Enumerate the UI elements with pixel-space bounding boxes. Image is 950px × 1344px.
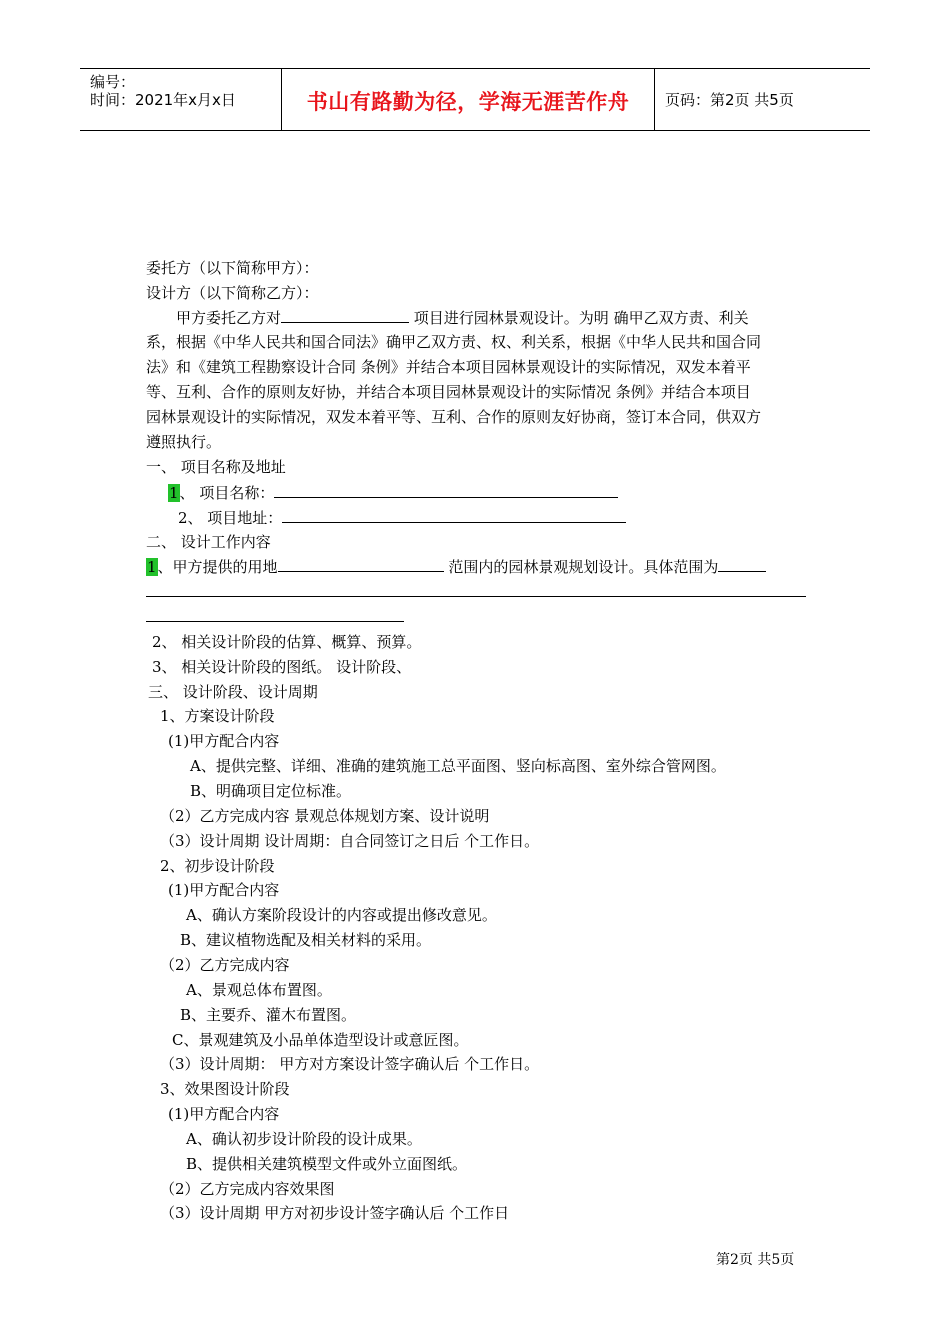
stage-3-title: 3、效果图设计阶段	[160, 1080, 290, 1098]
blank-scope-cont[interactable]	[146, 607, 404, 622]
stage-2-b-C: C、景观建筑及小品单体造型设计或意匠图。	[172, 1031, 469, 1049]
document-time: 时间：2021年x月x日	[90, 91, 236, 109]
motto: 书山有路勤为径，学海无涯苦作舟	[306, 90, 630, 114]
design-item-3: 3、 相关设计阶段的图纸。 设计阶段、	[152, 658, 412, 676]
document-header	[80, 68, 870, 131]
client-line: 委托方（以下简称甲方）：	[146, 259, 319, 277]
stage-3-a-B: B、提供相关建筑模型文件或外立面图纸。	[186, 1155, 468, 1173]
intro-line-6: 遵照执行。	[146, 433, 222, 451]
design-scope-line	[146, 557, 766, 576]
designer-line: 设计方（以下简称乙方）：	[146, 284, 319, 302]
header-meta-cell	[80, 69, 282, 130]
stage-1-a: (1)甲方配合内容	[168, 732, 280, 750]
section-2-title: 二、 设计工作内容	[146, 533, 271, 551]
stage-2-b: （2）乙方完成内容	[160, 956, 290, 974]
design-scope-end: 范围内的园林景观规划设计。具体范围为	[448, 558, 719, 576]
scope-blank-line-1	[146, 582, 806, 601]
stage-1-a-B: B、明确项目定位标准。	[190, 782, 352, 800]
blank-project[interactable]	[281, 308, 409, 323]
stage-2-b-B: B、主要乔、灌木布置图。	[180, 1006, 357, 1024]
intro-line-1	[176, 308, 749, 327]
design-item-2: 2、 相关设计阶段的估算、概算、预算。	[152, 633, 422, 651]
header-page-cell	[655, 69, 870, 130]
stage-1-title: 1、方案设计阶段	[160, 707, 275, 725]
stage-1-b: （2）乙方完成内容 景观总体规划方案、设计说明	[160, 807, 490, 825]
blank-project-address[interactable]	[282, 508, 626, 523]
stage-2-c: （3）设计周期： 甲方对方案设计签字确认后 个工作日。	[160, 1055, 540, 1073]
blank-scope[interactable]	[718, 557, 766, 572]
highlight-number: 1	[147, 558, 157, 576]
header-motto-cell	[282, 69, 655, 130]
project-address-line	[178, 508, 626, 527]
stage-2-a-A: A、确认方案阶段设计的内容或提出修改意见。	[186, 906, 497, 924]
stage-1-c: （3）设计周期 设计周期：自合同签订之日后 个工作日。	[160, 832, 540, 850]
scope-blank-line-2	[146, 607, 404, 626]
intro-line-4: 等、互利、合作的原则友好协，并结合本项目园林景观设计的实际情况 条例》并结合本项目	[146, 383, 751, 401]
section-1-title: 一、 项目名称及地址	[146, 458, 286, 476]
intro-line-5: 园林景观设计的实际情况，双发本着平等、互利、合作的原则友好协商，签订本合同，供双方	[146, 408, 762, 426]
project-address-label: 2、 项目地址：	[178, 509, 283, 527]
stage-2-a: (1)甲方配合内容	[168, 881, 280, 899]
intro-start: 甲方委托乙方对	[176, 309, 282, 327]
project-name-label: 、 项目名称：	[179, 484, 275, 502]
intro-line-3: 法》和《建筑工程勘察设计合同 条例》并结合本项目园林景观设计的实际情况，双发本着平	[146, 358, 751, 376]
highlight-number: 1	[169, 484, 179, 502]
blank-project-name[interactable]	[274, 483, 618, 498]
intro-end: 项目进行园林景观设计。为明 确甲乙双方责、利关	[413, 309, 749, 327]
stage-2-a-B: B、建议植物选配及相关材料的采用。	[180, 931, 432, 949]
stage-2-title: 2、初步设计阶段	[160, 857, 275, 875]
stage-3-c: （3）设计周期 甲方对初步设计签字确认后 个工作日	[160, 1204, 510, 1222]
footer-page-number: 第2页 共5页	[716, 1252, 795, 1268]
blank-scope-cont[interactable]	[146, 582, 806, 597]
stage-3-b: （2）乙方完成内容效果图	[160, 1180, 335, 1198]
intro-line-2: 系，根据《中华人民共和国合同法》确甲乙双方责、权、利关系，根据《中华人民共和国合同	[146, 333, 762, 351]
stage-3-a: (1)甲方配合内容	[168, 1105, 280, 1123]
header-page-number: 页码：第2页 共5页	[665, 91, 794, 109]
stage-1-a-A: A、提供完整、详细、准确的建筑施工总平面图、竖向标高图、室外综合管网图。	[190, 757, 726, 775]
section-3-title: 三、 设计阶段、设计周期	[148, 683, 318, 701]
project-name-line	[168, 483, 618, 502]
stage-3-a-A: A、确认初步设计阶段的设计成果。	[186, 1130, 422, 1148]
stage-2-b-A: A、景观总体布置图。	[186, 981, 332, 999]
design-scope-start: 、甲方提供的用地	[157, 558, 278, 576]
blank-land[interactable]	[278, 557, 444, 572]
document-number: 编号：	[90, 73, 136, 91]
